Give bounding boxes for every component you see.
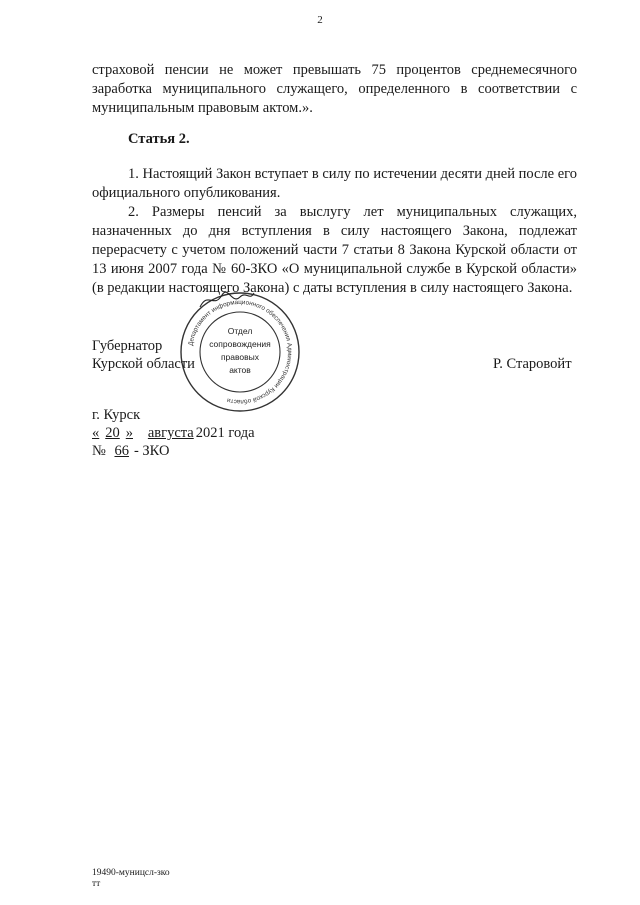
article-item-1: 1. Настоящий Закон вступает в силу по истечении десяти дней после его официального опубликования. (92, 166, 577, 201)
date-month: августа (147, 425, 194, 441)
signature-title-line-2: Курской области (92, 356, 195, 372)
place-of-signing: г. Курск (92, 407, 141, 423)
seal-ring-text: Департамент информационного обеспечения Администрации Курской области (187, 298, 294, 406)
seal-line-2: сопровождения (209, 339, 271, 349)
footer-initials: тт (92, 879, 101, 889)
signature-title-line-1: Губернатор (92, 338, 163, 354)
date-open-quote: « (92, 425, 100, 441)
date-close-quote: » (125, 425, 133, 441)
signature-name: Р. Старовойт (493, 356, 572, 372)
signature-scribble (196, 283, 256, 313)
law-number-suffix: - ЗКО (133, 443, 170, 459)
article-heading: Статья 2. (128, 131, 190, 147)
footer-code: 19490-муницсл-зко (92, 868, 170, 878)
seal-line-1: Отдел (227, 326, 253, 336)
law-number-line (92, 442, 169, 460)
seal-line-4: актов (229, 365, 251, 375)
date-line (92, 424, 255, 442)
seal-line-3: правовых (220, 352, 260, 362)
paragraph-pension-cap: страховой пенсии не может превышать 75 процентов среднемесячного заработка муниципального служащего, определенного в соответствии с муниципальным правовым актом.». (92, 62, 577, 116)
date-year: 2021 года (195, 425, 255, 441)
date-day: 20 (105, 425, 120, 441)
article-item-2: 2. Размеры пенсий за выслугу лет муниципальных служащих, назначенных до дня вступления в силу настоящего Закона, подлежат перерасчету с учетом положений части 7 статьи 8 Закона Курской области от 13 июня 2007 года № 60-ЗКО «О муниципальной службе в Курской области» (в редакции настоящего Закона) с даты вступления в силу настоящего Закона. (92, 204, 577, 296)
page-number: 2 (317, 14, 323, 26)
law-number-prefix: № (92, 443, 106, 459)
law-number-value: 66 (114, 443, 129, 459)
